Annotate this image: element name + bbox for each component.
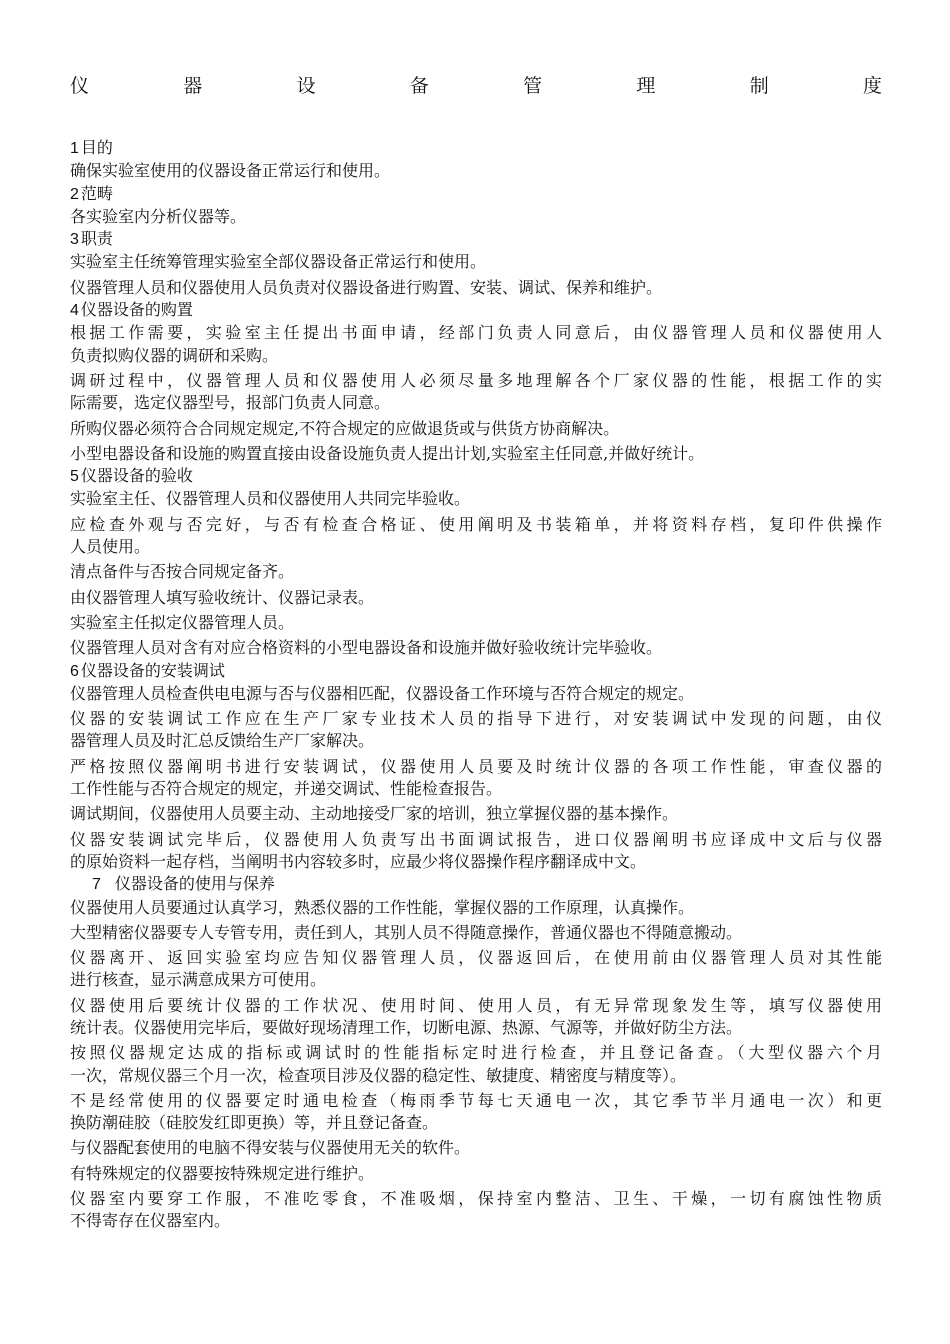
- paragraph: [70, 947, 882, 992]
- paragraph: [70, 1163, 882, 1185]
- paragraph-line: 仪器安装调试完毕后，仪器使用人负责写出书面调试报告，进口仪器阐明书应译成中文后与仪器: [70, 829, 882, 849]
- section-number: 3: [70, 231, 79, 249]
- paragraph-line: 一次，常规仪器三个月一次，检查项目涉及仪器的稳定性、敏捷度、精密度与精度等）。: [70, 1065, 687, 1085]
- title-char: 理: [636, 75, 656, 97]
- section-title: 仪器设备的使用与保养: [114, 874, 275, 894]
- paragraph: [70, 488, 882, 510]
- paragraph-line: 仪器管理人员检查供电电源与否与仪器相匹配，仪器设备工作环境与否符合规定的规定。: [70, 683, 695, 703]
- paragraph-line: 清点备件与否按合同规定备齐。: [70, 562, 295, 582]
- section-heading: [70, 299, 882, 322]
- paragraph-line: 工作性能与否符合规定的规定，并递交调试、性能检查报告。: [70, 779, 503, 799]
- section-title: 仪器设备的验收: [80, 466, 193, 486]
- section-number: 1: [70, 140, 79, 157]
- paragraph: [70, 637, 882, 659]
- paragraph: [70, 561, 882, 583]
- paragraph-line: 小型电器设备和设施的购置直接由设备设施负责人提出计划,实验室主任同意,并做好统计。: [70, 443, 705, 463]
- title-char: 设: [296, 75, 316, 97]
- paragraph-line: 实验室主任、仪器管理人员和仪器使用人共同完毕验收。: [70, 489, 471, 509]
- paragraph-line: 调研过程中，仪器管理人员和仪器使用人必须尽量多地理解各个厂家仪器的性能，根据工作的实: [70, 370, 882, 390]
- paragraph-line: 仪器使用后要统计仪器的工作状况、使用时间、使用人员，有无异常现象发生等，填写仪器使用: [70, 995, 882, 1015]
- paragraph: [70, 829, 882, 874]
- paragraph: [70, 1137, 882, 1159]
- paragraph-line: 仪器的安装调试工作应在生产厂家专业技术人员的指导下进行，对安装调试中发现的问题，由仪: [70, 709, 882, 729]
- paragraph-line: 际需要，选定仪器型号，报部门负责人同意。: [70, 393, 391, 413]
- paragraph-line: 不得寄存在仪器室内。: [70, 1211, 231, 1231]
- paragraph-line: 仪器管理人员和仪器使用人员负责对仪器设备进行购置、安装、调试、保养和维护。: [70, 277, 663, 297]
- paragraph-line: 统计表。仪器使用完毕后，要做好现场清理工作，切断电源、热源、气源等，并做好防尘方法。: [70, 1017, 743, 1037]
- paragraph-line: 大型精密仪器要专人专管专用，责任到人，其别人员不得随意操作，普通仪器也不得随意搬动。: [70, 922, 743, 942]
- title-char: 度: [862, 75, 882, 97]
- paragraph: [70, 160, 882, 182]
- paragraph-line: 仪器离开、返回实验室均应告知仪器管理人员，仪器返回后，在使用前由仪器管理人员对其性能: [70, 948, 882, 968]
- paragraph: [70, 1188, 882, 1233]
- section-title: 范畴: [80, 183, 113, 203]
- paragraph: [70, 277, 882, 299]
- section-heading: [70, 137, 882, 160]
- section-number: 5: [70, 468, 79, 486]
- paragraph-line: 负责拟购仪器的调研和采购。: [70, 345, 279, 365]
- section-number: 4: [70, 302, 79, 320]
- paragraph-line: 确保实验室使用的仪器设备正常运行和使用。: [70, 161, 391, 181]
- paragraph: [70, 803, 882, 825]
- paragraph-line: 仪器使用人员要通过认真学习，熟悉仪器的工作性能，掌握仪器的工作原理，认真操作。: [70, 897, 695, 917]
- paragraph: [70, 370, 882, 415]
- paragraph: [70, 443, 882, 465]
- paragraph-line: 实验室主任统筹管理实验室全部仪器设备正常运行和使用。: [70, 252, 487, 272]
- title-char: 备: [409, 75, 429, 97]
- paragraph-line: 仪器管理人员对含有对应合格资料的小型电器设备和设施并做好验收统计完毕验收。: [70, 638, 663, 658]
- paragraph: [70, 683, 882, 705]
- paragraph: [70, 995, 882, 1040]
- section-heading: [70, 183, 882, 206]
- paragraph-line: 的原始资料一起存档，当阐明书内容较多时，应最少将仪器操作程序翻译成中文。: [70, 851, 647, 871]
- paragraph: [70, 612, 882, 634]
- paragraph: [70, 206, 882, 228]
- paragraph-line: 根据工作需要，实验室主任提出书面申请，经部门负责人同意后，由仪器管理人员和仪器使用人: [70, 323, 882, 343]
- paragraph: [70, 418, 882, 440]
- document-body: [70, 137, 882, 1233]
- paragraph: [70, 708, 882, 753]
- paragraph-line: 应检查外观与否完好，与否有检查合格证、使用阐明及书装箱单，并将资料存档，复印件供操作: [70, 514, 882, 534]
- section-heading: [70, 228, 882, 251]
- paragraph-line: 实验室主任拟定仪器管理人员。: [70, 612, 295, 632]
- paragraph: [70, 514, 882, 559]
- section-heading: [70, 873, 882, 896]
- title-char: 制: [749, 75, 769, 97]
- paragraph: [70, 756, 882, 801]
- paragraph-line: 所购仪器必须符合合同规定规定,不符合规定的应做退货或与供货方协商解决。: [70, 418, 620, 438]
- paragraph-line: 由仪器管理人填写验收统计、仪器记录表。: [70, 587, 375, 607]
- paragraph-line: 进行核查，显示满意成果方可使用。: [70, 970, 327, 990]
- document-title: [70, 74, 882, 98]
- section-number: 2: [70, 185, 79, 203]
- paragraph-line: 仪器室内要穿工作服，不准吃零食，不准吸烟，保持室内整洁、卫生、干燥，一切有腐蚀性物质: [70, 1189, 882, 1209]
- paragraph: [70, 897, 882, 919]
- paragraph-line: 严格按照仪器阐明书进行安装调试，仪器使用人员要及时统计仪器的各项工作性能，审查仪器的: [70, 756, 882, 776]
- title-char: 器: [183, 75, 203, 97]
- paragraph-line: 有特殊规定的仪器要按特殊规定进行维护。: [70, 1163, 375, 1183]
- title-char: 仪: [70, 75, 90, 97]
- section-heading: [70, 465, 882, 488]
- paragraph-line: 调试期间，仪器使用人员要主动、主动地接受厂家的培训，独立掌握仪器的基本操作。: [70, 804, 679, 824]
- title-char: 管: [523, 75, 543, 97]
- section-number: 7: [92, 876, 101, 894]
- paragraph: [70, 587, 882, 609]
- section-title: 仪器设备的购置: [80, 300, 193, 320]
- paragraph-line: 不是经常使用的仪器要定时通电检查（梅雨季节每七天通电一次，其它季节半月通电一次）和更: [70, 1090, 882, 1110]
- paragraph: [70, 1042, 882, 1087]
- section-heading: [70, 660, 882, 683]
- paragraph: [70, 251, 882, 273]
- paragraph-line: 换防潮硅胶（硅胶发红即更换）等，并且登记备查。: [70, 1113, 439, 1133]
- paragraph-line: 器管理人员及时汇总反馈给生产厂家解决。: [70, 731, 375, 751]
- section-title: 目的: [80, 138, 113, 157]
- paragraph-line: 人员使用。: [70, 537, 151, 557]
- paragraph-line: 按照仪器规定达成的指标或调试时的性能指标定时进行检查，并且登记备查。（大型仪器六个月: [70, 1043, 882, 1063]
- section-title: 仪器设备的安装调试: [80, 660, 225, 680]
- section-number: 6: [70, 662, 79, 680]
- paragraph: [70, 922, 882, 944]
- paragraph: [70, 1090, 882, 1135]
- paragraph-line: 与仪器配套使用的电脑不得安装与仪器使用无关的软件。: [70, 1138, 471, 1158]
- paragraph-line: 各实验室内分析仪器等。: [70, 206, 247, 226]
- paragraph: [70, 322, 882, 367]
- section-title: 职责: [80, 229, 113, 249]
